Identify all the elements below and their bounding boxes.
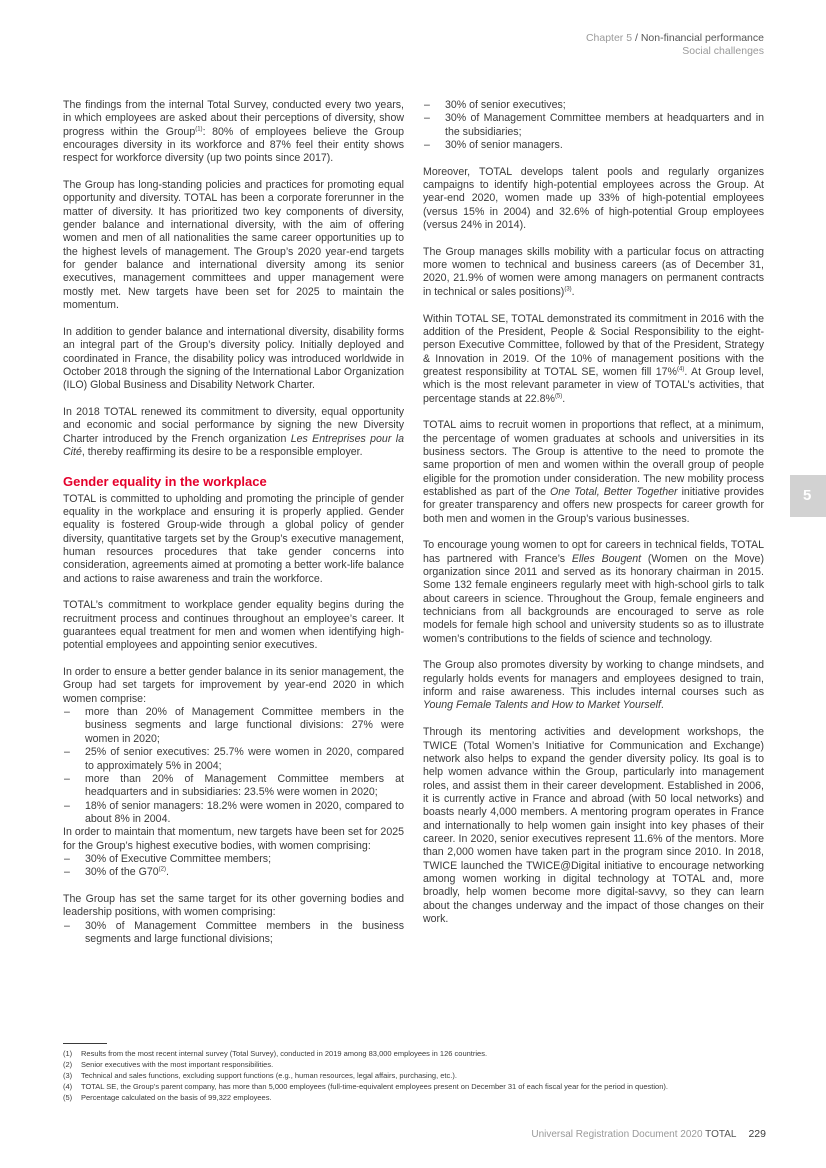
list-item: – more than 20% of Management Committee members in the business segments and large functional divisions: 27% were women in 2020; (63, 706, 404, 746)
header-subsection: Social challenges (682, 45, 764, 57)
footnote-divider (63, 1043, 107, 1044)
governing-bodies-list-continued (423, 99, 764, 152)
page-number: 229 (748, 1128, 766, 1140)
footer-document-title: Universal Registration Document 2020 (531, 1129, 703, 1140)
section-heading: Gender equality in the workplace (63, 473, 267, 489)
footnote-ref-1: (1) (195, 126, 203, 133)
left-column (63, 99, 404, 946)
right-column (423, 99, 764, 940)
paragraph-total-se: Within TOTAL SE, TOTAL demonstrated its commitment in 2016 with the addition of the President, People & Social Responsibility to the eight-person Executive Committee, followed by that of the President, Strategy & Innovation in 2019. Of the 10% of management positions with the greatest responsibility at TOTAL SE, women fill 17%$^{(4)}$. At Group level, which is the most relevant parameter in view of TOTAL’s activities, that percentage stands at 22.8%$^{(5)}$. (423, 312, 764, 405)
footnotes (63, 1048, 783, 1103)
footnote: (4) TOTAL SE, the Group’s parent company, has more than 5,000 employees (full-time-equivalent employees present on December 31 of each fiscal year for the period in question). (63, 1082, 668, 1091)
footnote: (3) Technical and sales functions, excluding support functions (e.g., human resources, legal affairs, purchasing, etc.). (63, 1071, 457, 1080)
footnote: (1) Results from the most recent internal survey (Total Survey), conducted in 2019 among 83,000 employees in 126 countries. (63, 1049, 488, 1058)
paragraph-talent-pools: Moreover, TOTAL develops talent pools and regularly organizes campaigns to identify high-potential employees across the Group. At year-end 2020, women made up 33% of high-potential employees (versus 15% in 2004) and 32.6% of high-potential Group employees (versus 24% in 2014). (423, 165, 764, 232)
list-item: – 30% of Executive Committee members; (63, 853, 404, 866)
page-header (586, 32, 764, 58)
list-item: – 30% of Management Committee members at headquarters and in the subsidiaries; (423, 112, 764, 139)
paragraph-twice: Through its mentoring activities and development workshops, the TWICE (Total Women’s Initiative for Communication and Exchange) network also helps to expand the gender diversity policy. Its goal is to help women advance within the Group, particularly into management roles, and assist them in their career development. Established in 2006, it is currently active in France and abroad (with 50 local networks) and boasts nearly 4,000 members. A mentoring program operates in France and internationally to help women gain insight into key phases of their career. In 2020, senior executives represent 11.6% of the mentors. More than 2,000 women have taken part in the program since 2010. In 2018, TWICE launched the TWICE@Digital initiative to encourage networking among women working in digital technology at TOTAL and, more broadly, help women become more digital-savvy, so they can learn about the changes underway and the impact of those changes on their work. (423, 726, 764, 925)
paragraph-survey: The findings from the internal Total Survey, conducted every two years, in which employees are asked about their perceptions of diversity, show progress within the Group$^{(1)}$: 80% of employees believe the Group encourages diversity in its workforce and 87% feel their entity shows respect for workforce diversity (up two points since 2017). (63, 99, 404, 165)
list-item: – 30% of senior managers. (423, 139, 764, 152)
footnote-ref-2: (2) (158, 866, 166, 873)
list-item: – 30% of Management Committee members in the business segments and large functional divisions; (63, 920, 404, 947)
list-item: – 30% of the G70$^{(2)}$. (63, 866, 404, 879)
paragraph-skills-mobility: The Group manages skills mobility with a particular focus on attracting more women to technical and business careers (as of December 31, 2020, 21.9% of women were among managers on permanent contracts in technical or sales positions)$^{(3)}$. (423, 245, 764, 298)
paragraph-gender-commitment: TOTAL is committed to upholding and promoting the principle of gender equality in the workplace and ensuring it is properly applied. Gender equality is fostered Group-wide through a global policy of gender diversity, quantitative targets set by the Group’s executive management, human resources procedures that take gender concerns into consideration, agreements aimed at promoting a better work-life balance and actions to raise awareness and train the workforce. (63, 492, 404, 585)
footnote-ref-4: (4) (676, 366, 685, 373)
footnote-ref-5: (5) (554, 393, 563, 400)
list-item: – 25% of senior executives: 25.7% were women in 2020, compared to approximately 5% in 2004; (63, 746, 404, 773)
list-item: – more than 20% of Management Committee members at headquarters and in subsidiaries: 23.5% were women in 2020; (63, 773, 404, 800)
paragraph-recruitment: TOTAL’s commitment to workplace gender equality begins during the recruitment process and continues throughout an employee’s career. It guarantees equal treatment for men and women when identifying high-potential employees and appointing senior executives. (63, 599, 404, 652)
footnote: (5) Percentage calculated on the basis of 99,322 employees. (63, 1093, 272, 1102)
governing-bodies-list (63, 920, 404, 947)
footer-brand: TOTAL (705, 1129, 737, 1140)
paragraph-targets-2025: In order to maintain that momentum, new targets have been set for 2025 for the Group’s highest executive bodies, with women comprising: (63, 826, 404, 852)
paragraph-diversity-charter: In 2018 TOTAL renewed its commitment to diversity, equal opportunity and economic and social performance by signing the new Diversity Charter introduced by the French organization Les Entreprises pour la Cité, thereby reaffirming its desire to be a responsible employer. (63, 405, 404, 458)
footnote-ref-3: (3) (564, 286, 572, 293)
header-separator: / (632, 32, 641, 44)
header-section: Non-financial performance (640, 32, 764, 44)
page-footer (531, 1128, 766, 1141)
paragraph-mindsets: The Group also promotes diversity by working to change mindsets, and regularly holds events for managers and employees designed to train, inform and raise awareness. This includes internal courses such as Young Female Talents and How to Market Yourself. (423, 659, 764, 712)
paragraph-targets-2020: In order to ensure a better gender balance in its senior management, the Group had set targets for improvement by year-end 2020 in which women comprise: (63, 666, 404, 705)
paragraph-governing-bodies: The Group has set the same target for its other governing bodies and leadership positions, with women comprising: (63, 892, 404, 919)
targets-2025-list (63, 853, 404, 880)
chapter-tab (790, 475, 826, 517)
footnote: (2) Senior executives with the most important responsibilities. (63, 1060, 274, 1069)
paragraph-recruit-women: TOTAL aims to recruit women in proportions that reflect, at a minimum, the percentage of women graduates at schools and universities in its business sectors. The Group is attentive to the need to promote the same proportion of men and women within the overall group of people eligible for the promotion under consideration. The new mobility process established as part of the One Total, Better Together initiative provides for greater transparency and offers new prospects for career growth for both men and women in the Group’s various businesses. (423, 419, 764, 525)
list-item: – 30% of senior executives; (423, 99, 764, 112)
paragraph-policies: The Group has long-standing policies and practices for promoting equal opportunity and diversity. TOTAL has been a corporate forerunner in the matter of diversity. It has prioritized two key components of diversity, gender balance and international diversity, with the aim of offering women and men of all nationalities the same career opportunities up to the highest levels of management. The Group’s 2020 year-end targets for gender balance and international diversity among its senior executives, management committees and upper management were mostly met. New targets have been set for 2025 to maintain the momentum. (63, 179, 404, 312)
chapter-tab-number: 5 (803, 487, 812, 504)
paragraph-disability: In addition to gender balance and international diversity, disability forms an integral part of the Group’s diversity policy. Initially deployed and coordinated in France, the disability policy was introduced worldwide in October 2018 through the signing of the International Labor Organization (ILO) Global Business and Disability Network Charter. (63, 325, 404, 392)
header-chapter: Chapter 5 (585, 32, 633, 44)
targets-2020-list (63, 706, 404, 826)
paragraph-elles-bougent: To encourage young women to opt for careers in technical fields, TOTAL has partnered with France’s Elles Bougent (Women on the Move) organization since 2011 and served as its honorary chairman in 2015. Some 132 female engineers regularly meet with high-school girls to talk about careers in science. Throughout the Group, female engineers and technicians from all backgrounds are encouraged to serve as role models for female high school and university students so as to illustrate women’s contributions to the fields of science and technology. (423, 539, 764, 645)
header-chapter-line (586, 32, 764, 45)
list-item: – 18% of senior managers: 18.2% were women in 2020, compared to about 8% in 2004. (63, 800, 404, 827)
